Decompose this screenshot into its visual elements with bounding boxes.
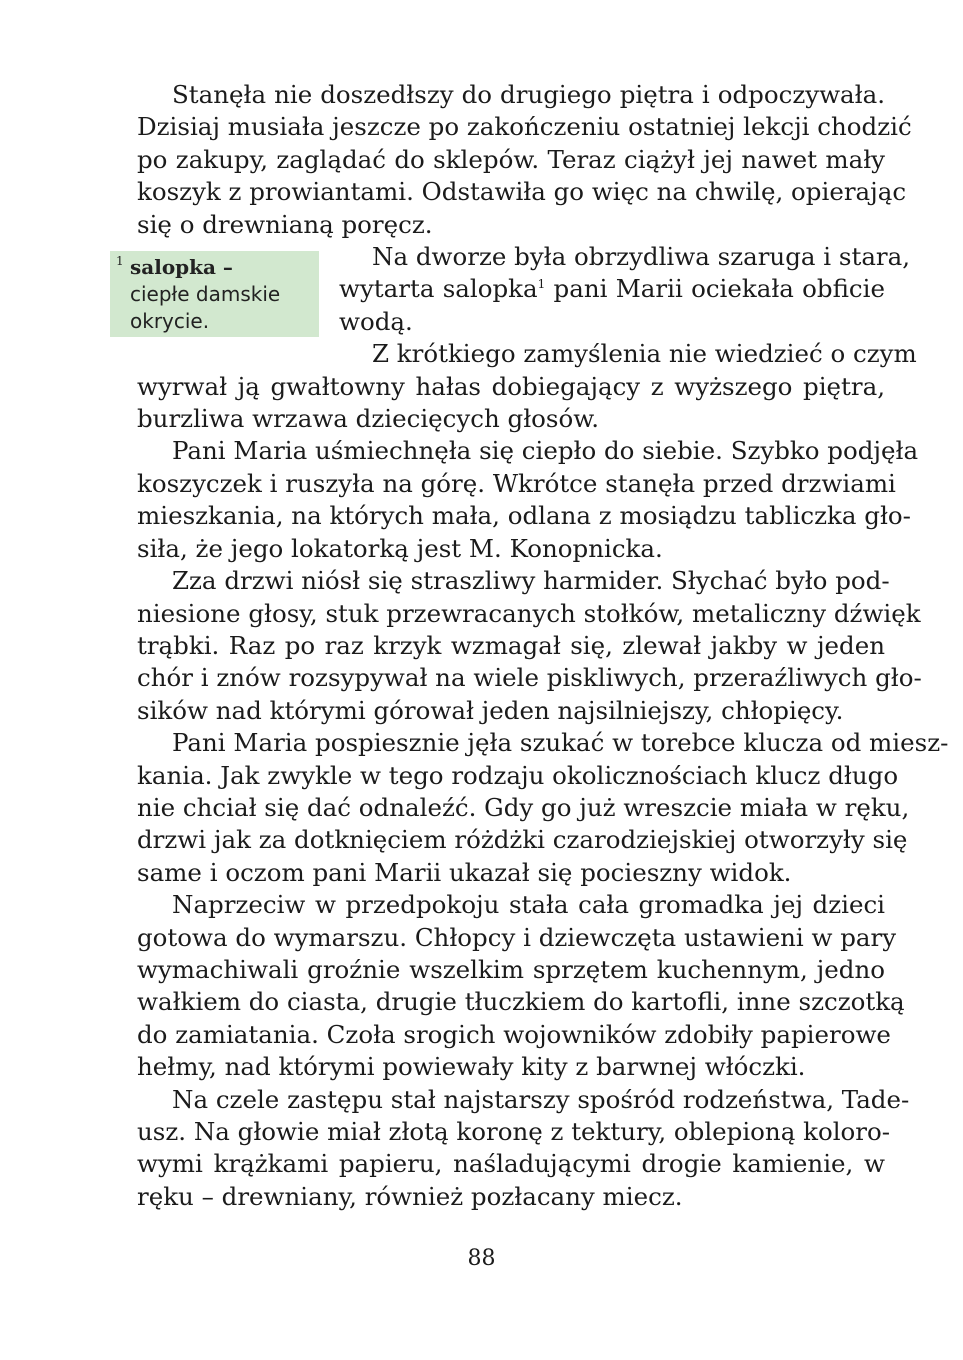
text-line: Pani Maria pospiesznie jęła szukać w torebce klucza od miesz- [172, 728, 949, 758]
text-line: Na dworze była obrzydliwa szaruga i stara, [372, 242, 911, 272]
text-line: kania. Jak zwykle w tego rodzaju okolicznościach klucz długo [137, 760, 899, 790]
text-line: wymachiwali groźnie wszelkim sprzętem kuchennym, jedno [137, 954, 885, 984]
text-line: do zamiatania. Czoła srogich wojowników zdobiły papierowe [137, 1019, 891, 1049]
main-text [137, 79, 949, 1213]
text-line: wymi krążkami papieru, naśladującymi drogie kamienie, w [137, 1149, 885, 1179]
text-line: ręku – drewniany, również pozłacany miecz. [137, 1181, 683, 1211]
text-line: Naprzeciw w przedpokoju stała cała gromadka jej dzieci [172, 890, 885, 920]
text-line: się o drewnianą poręcz. [137, 209, 433, 239]
text-line: hełmy, nad którymi powiewały kity z barwnej włóczki. [137, 1052, 806, 1082]
footnote-marker: 1 [537, 277, 546, 292]
paragraph-4 [137, 435, 919, 565]
text-line: gotowa do wymarszu. Chłopcy i dziewczęta ustawieni w pary [137, 922, 897, 952]
text-line: koszyk z prowiantami. Odstawiła go więc na chwilę, opierając [137, 177, 907, 207]
text-segment: pani Marii ociekała obficie [545, 274, 885, 304]
text-line: Dzisiaj musiała jeszcze po zakończeniu ostatniej lekcji chodzić [137, 112, 912, 142]
paragraph-6 [137, 727, 949, 889]
text-line: Zza drzwi niósł się straszliwy harmider. Słychać było pod- [172, 566, 890, 596]
text-line: po zakupy, zaglądać do sklepów. Teraz ciążył jej nawet mały [137, 144, 885, 174]
text-line: same i oczom pani Marii ukazał się pocieszny widok. [137, 857, 792, 887]
text-line: drzwi jak za dotknięciem różdżki czarodziejskiej otworzyły się [137, 825, 908, 855]
text-line: niesione głosy, stuk przewracanych stołków, metaliczny dźwięk [137, 598, 921, 628]
glossary-definition-line: ciepłe damskie [130, 282, 281, 306]
text-line: Na czele zastępu stał najstarszy spośród rodzeństwa, Tade- [172, 1084, 910, 1114]
page-number: 88 [467, 1246, 496, 1271]
paragraph-7 [137, 889, 905, 1083]
text-line: burzliwa wrzawa dziecięcych głosów. [137, 404, 600, 434]
paragraph-3 [137, 338, 917, 435]
text-line: trąbki. Raz po raz krzyk wzmagał się, zlewał jakby w jeden [137, 630, 885, 660]
text-line: wałkiem do ciasta, drugie tłuczkiem do kartofli, inne szczotką [137, 987, 905, 1017]
text-line: nie chciał się dać odnaleźć. Gdy go już wreszcie miała w ręku, [137, 792, 910, 822]
text-line: chór i znów rozsypywał na wiele piskliwych, przeraźliwych gło- [137, 663, 922, 693]
text-line: koszyczek i ruszyła na górę. Wkrótce stanęła przed drzwiami [137, 468, 896, 498]
glossary-box [110, 251, 319, 337]
text-line: Pani Maria uśmiechnęła się ciepło do siebie. Szybko podjęła [172, 436, 919, 466]
glossary-term: salopka – [130, 255, 233, 279]
text-line: Stanęła nie doszedłszy do drugiego piętra i odpoczywała. [172, 80, 885, 109]
glossary-definition-line: okrycie. [130, 309, 210, 333]
text-line: wodą. [339, 306, 413, 336]
text-line: wyrwał ją gwałtowny hałas dobiegający z wyższego piętra, [137, 371, 885, 401]
paragraph-8 [137, 1084, 910, 1214]
text-line: mieszkania, na których mała, odlana z mosiądzu tabliczka gło- [137, 501, 911, 531]
text-segment: wytarta salopka [339, 274, 538, 304]
text-line: siła, że jego lokatorką jest M. Konopnicka. [137, 533, 663, 563]
paragraph-5 [137, 565, 922, 727]
paragraph-1 [137, 79, 912, 241]
text-line: Z krótkiego zamyślenia nie wiedzieć o czym [372, 339, 917, 369]
text-line: usz. Na głowie miał złotą koronę z tektury, oblepioną koloro- [137, 1117, 891, 1146]
text-line: sików nad którymi górował jeden najsilniejszy, chłopięcy. [137, 695, 844, 725]
footnote-number: 1 [116, 254, 124, 268]
